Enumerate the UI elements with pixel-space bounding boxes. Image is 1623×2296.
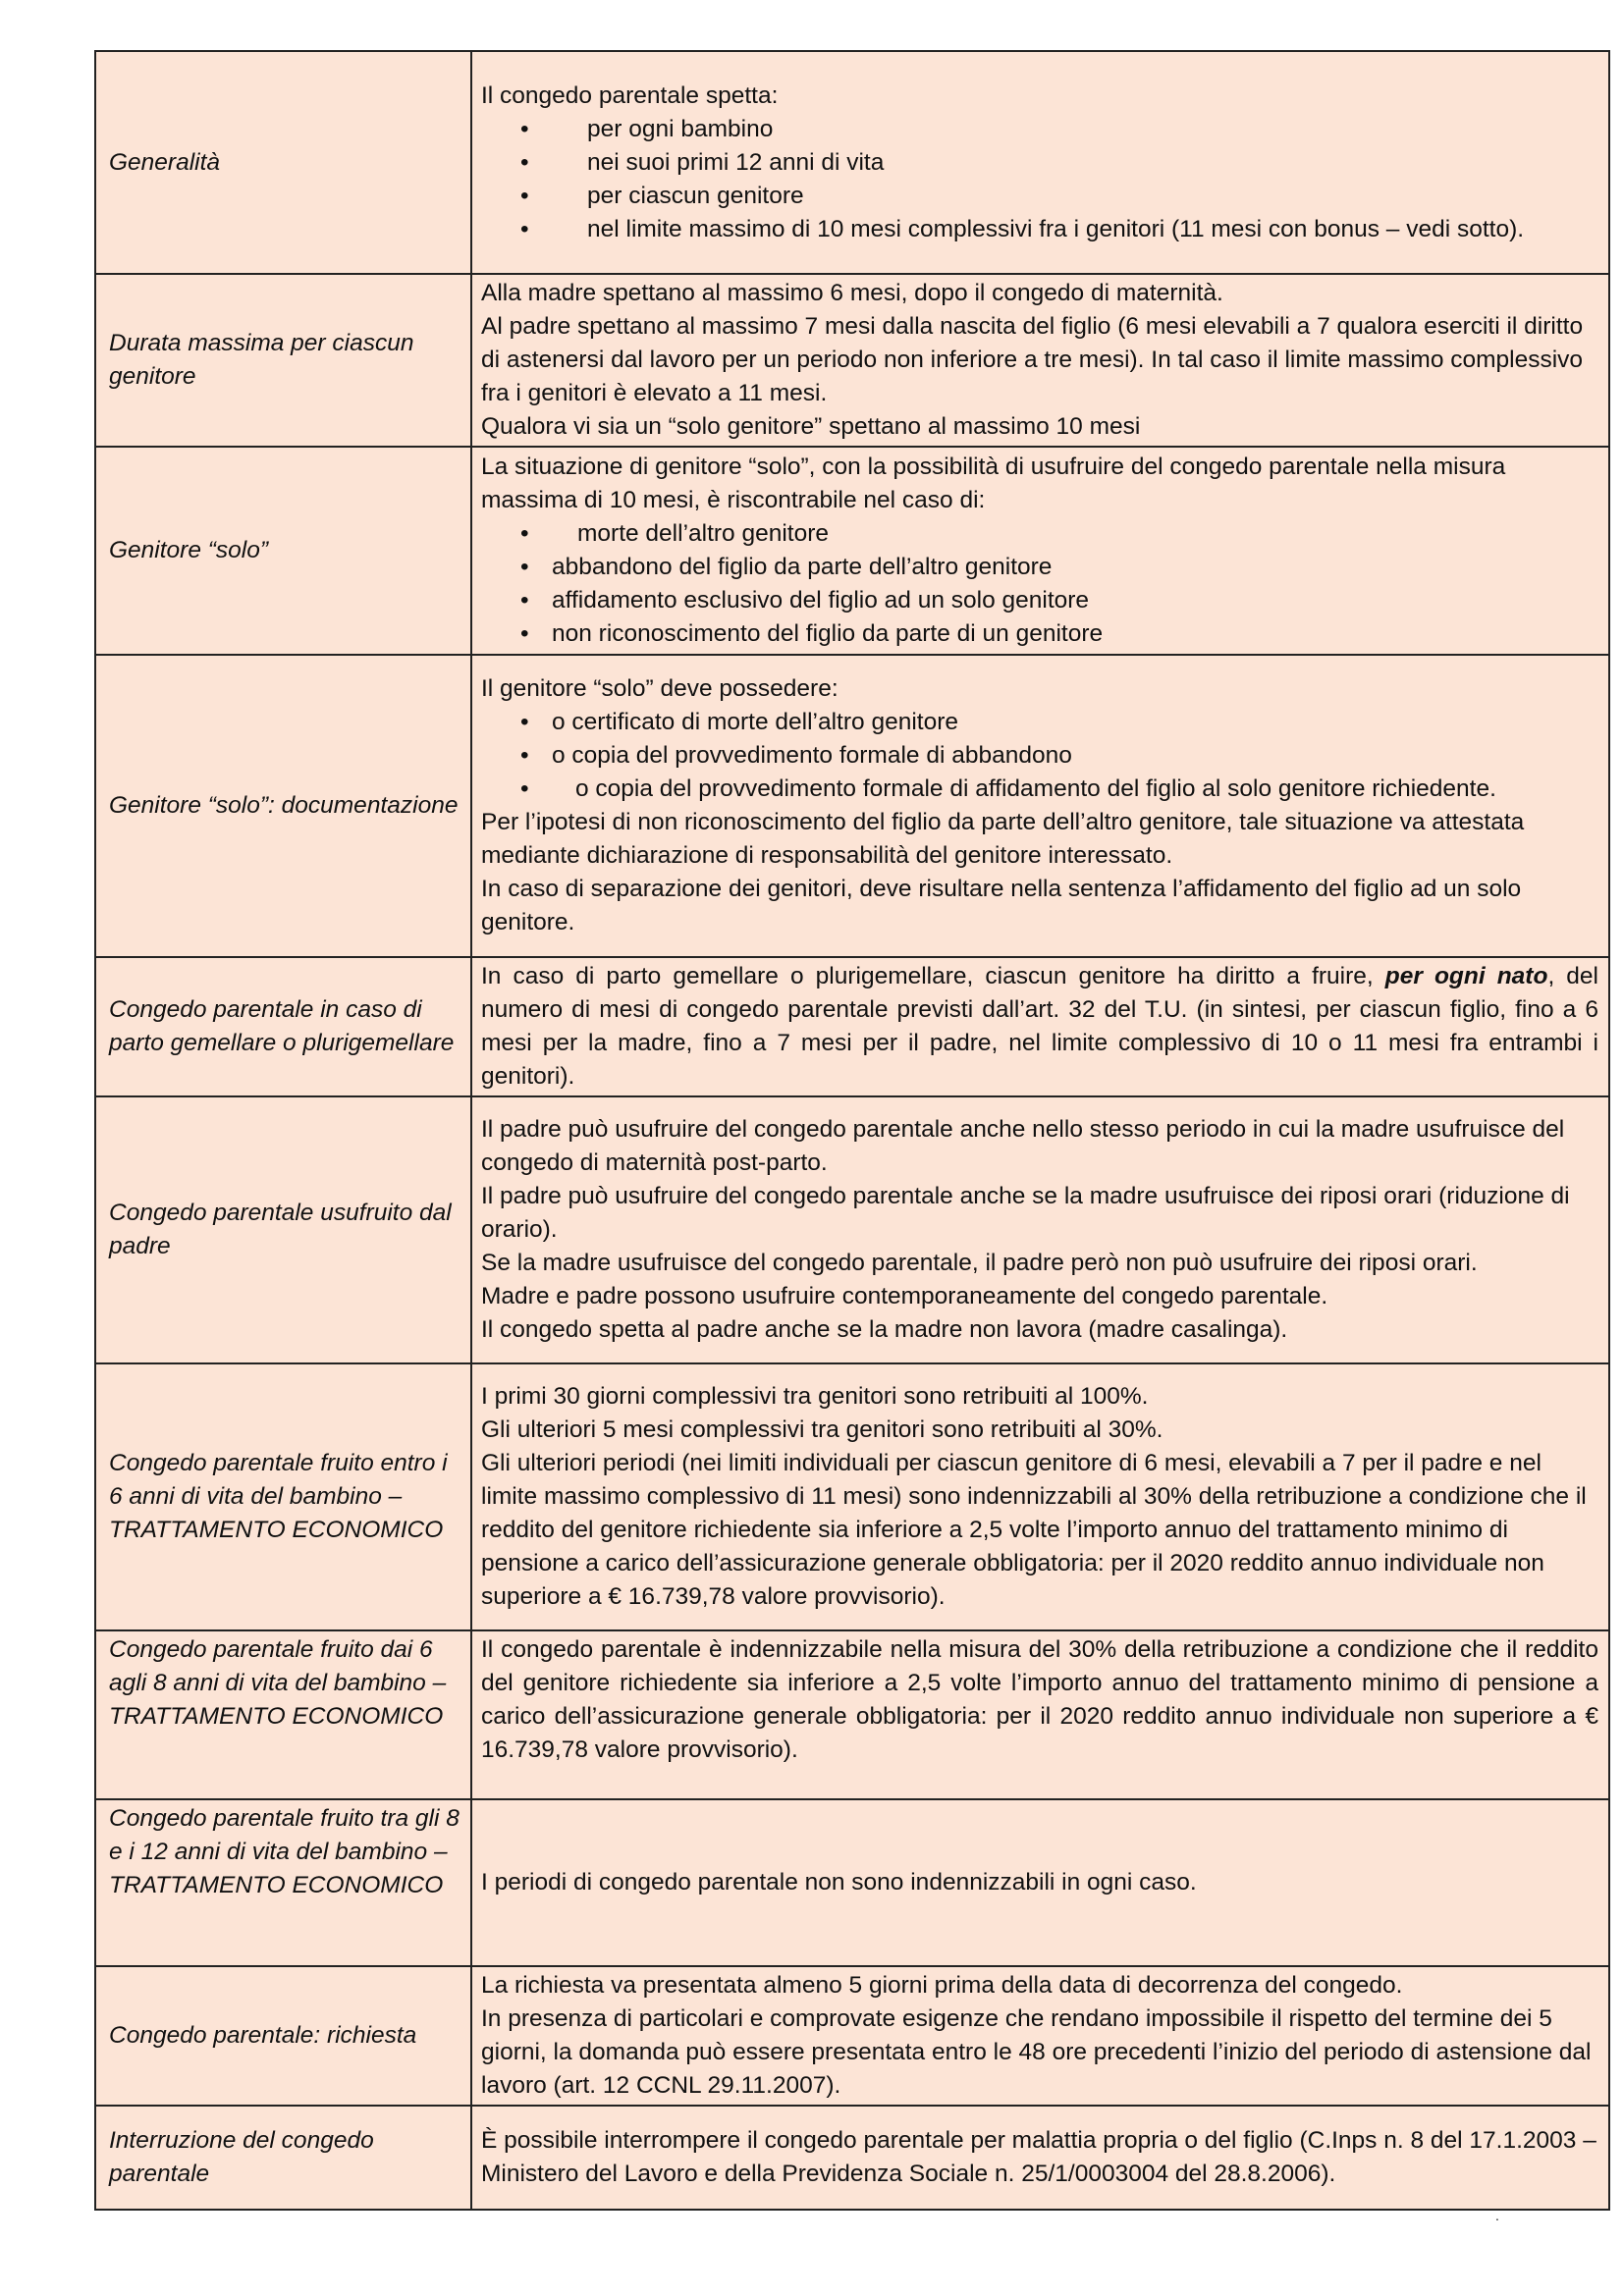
footer-mark: . [1495,2208,1499,2223]
paragraph: Il congedo parentale spetta: [481,81,779,109]
list-item-text: per ogni bambino [587,115,774,142]
paragraph: La situazione di genitore “solo”, con la possibilità di usufruire del congedo parentale nella misura massima di 10 mesi, è riscontrabile nel caso di: [481,454,1506,513]
row-label: Generalità [95,51,471,274]
row-label: Congedo parentale fruito tra gli 8 e i 12 anni di vita del bambino – TRATTAMENTO ECONOMICO [95,1799,471,1966]
list-item-text: nei suoi primi 12 anni di vita [587,148,885,176]
table-row [95,1630,1609,1799]
list-item [481,146,1598,180]
bullet-icon: • [520,775,529,802]
row-content [471,1966,1609,2106]
row-label: Congedo parentale in caso di parto gemellare o plurigemellare [95,957,471,1096]
paragraph: Il padre può usufruire del congedo parentale anche se la madre usufruisce dei riposi orari (riduzione di orario). [481,1183,1570,1243]
row-content [471,2106,1609,2210]
text-run: , del numero di mesi di congedo parentale previsti dall’art. 32 del T.U. (in sintesi, per ciascun figlio, fino a 6 mesi per la madre, fino a 7 mesi per il padre, nel limite complessivo di 10 o 11 mesi fra entrambi i genitori). [481,963,1598,1090]
list-item-text: nel limite massimo di 10 mesi complessivi fra i genitori (11 mesi con bonus – vedi sotto). [587,215,1525,242]
bullet-icon: • [520,148,529,176]
list-item [481,113,1598,146]
row-label: Genitore “solo” [95,447,471,655]
paragraph: Madre e padre possono usufruire contemporaneamente del congedo parentale. [481,1283,1328,1309]
row-label: Congedo parentale usufruito dal padre [95,1096,471,1363]
bullet-icon: • [520,709,529,735]
paragraph: Alla madre spettano al massimo 6 mesi, dopo il congedo di maternità. [481,280,1223,306]
paragraph: È possibile interrompere il congedo parentale per malattia propria o del figlio (C.Inps n. 8 del 17.1.2003 – Ministero del Lavoro e della Previdenza Sociale n. 25/1/0003004 del 28.8.2006). [481,2127,1596,2187]
row-content [471,1799,1609,1966]
row-content [471,655,1609,957]
row-label: Congedo parentale: richiesta [95,1966,471,2106]
table-row [95,447,1609,655]
row-label: Genitore “solo”: documentazione [95,655,471,957]
list-item-text: morte dell’altro genitore [577,520,830,547]
row-content [471,447,1609,655]
paragraph: Qualora vi sia un “solo genitore” spettano al massimo 10 mesi [481,413,1141,440]
list-item-text: o certificato di morte dell’altro genitore [552,709,958,735]
list-item-text: o copia del provvedimento formale di abbandono [552,742,1072,769]
paragraph: Il genitore “solo” deve possedere: [481,675,839,702]
bullet-icon: • [520,620,529,647]
paragraph: Il congedo spetta al padre anche se la madre non lavora (madre casalinga). [481,1316,1288,1343]
row-content [471,274,1609,447]
paragraph: Se la madre usufruisce del congedo parentale, il padre però non può usufruire dei riposi orari. [481,1250,1478,1276]
list-item-text: non riconoscimento del figlio da parte di un genitore [552,620,1104,647]
table-row [95,1363,1609,1630]
list-item-text: per ciascun genitore [587,182,804,209]
paragraph: I primi 30 giorni complessivi tra genitori sono retribuiti al 100%. [481,1383,1149,1410]
paragraph: La richiesta va presentata almeno 5 giorni prima della data di decorrenza del congedo. [481,1972,1403,1999]
list-item [481,551,1598,584]
row-content [471,957,1609,1096]
table-row [95,1799,1609,1966]
list-item [481,584,1598,617]
paragraph: Il padre può usufruire del congedo parentale anche nello stesso periodo in cui la madre usufruisce del congedo di maternità post-parto. [481,1116,1565,1176]
list-item [481,617,1598,651]
row-label: Congedo parentale fruito entro i 6 anni di vita del bambino – TRATTAMENTO ECONOMICO [95,1363,471,1630]
row-label: Congedo parentale fruito dai 6 agli 8 anni di vita del bambino – TRATTAMENTO ECONOMICO [95,1630,471,1799]
row-label: Interruzione del congedo parentale [95,2106,471,2210]
info-table [94,50,1610,2211]
bullet-icon: • [520,115,529,142]
list-item-text: abbandono del figlio da parte dell’altro genitore [552,554,1053,580]
table-row [95,274,1609,447]
paragraph: Gli ulteriori 5 mesi complessivi tra genitori sono retribuiti al 30%. [481,1416,1163,1443]
row-label: Durata massima per ciascun genitore [95,274,471,447]
list-item [481,706,1598,739]
table-row [95,51,1609,274]
bullet-icon: • [520,587,529,614]
paragraph: Al padre spettano al massimo 7 mesi dalla nascita del figlio (6 mesi elevabili a 7 qualora eserciti il diritto di astenersi dal lavoro per un periodo non inferiore a tre mesi). In tal caso il limite massimo complessivo fra i genitori è elevato a 11 mesi. [481,313,1584,406]
bullet-icon: • [520,182,529,209]
bullet-icon: • [520,520,529,547]
table-row [95,655,1609,957]
row-content [471,51,1609,274]
paragraph: In caso di separazione dei genitori, deve risultare nella sentenza l’affidamento del figlio ad un solo genitore. [481,876,1522,935]
list-item [481,773,1598,806]
paragraph: In presenza di particolari e comprovate esigenze che rendano impossibile il rispetto del termine dei 5 giorni, la domanda può essere presentata entro le 48 ore precedenti l’inizio del periodo di astensione dal lavoro (art. 12 CCNL 29.11.2007). [481,2005,1592,2099]
list-item [481,517,1598,551]
list-item [481,213,1598,246]
paragraph: Per l’ipotesi di non riconoscimento del figlio da parte dell’altro genitore, tale situazione va attestata mediante dichiarazione di responsabilità del genitore interessato. [481,809,1525,869]
row-content [471,1363,1609,1630]
list-item-text: o copia del provvedimento formale di affidamento del figlio al solo genitore richiedente. [575,775,1496,802]
paragraph: I periodi di congedo parentale non sono indennizzabili in ogni caso. [481,1869,1197,1896]
emphasis-text: per ogni nato [1384,963,1548,989]
bullet-icon: • [520,554,529,580]
table-row [95,1096,1609,1363]
list-item [481,180,1598,213]
text-run: In caso di parto gemellare o plurigemellare, ciascun genitore ha diritto a fruire, [481,963,1385,989]
bullet-icon: • [520,742,529,769]
paragraph: Gli ulteriori periodi (nei limiti individuali per ciascun genitore di 6 mesi, elevabili a 7 per il padre e nel limite massimo complessivo di 11 mesi) sono indennizzabili al 30% della retribuzione a condizione che il reddito del genitore richiedente sia inferiore a 2,5 volte l’importo annuo del trattamento minimo di pensione a carico dell’assicurazione generale obbligatoria: per il 2020 reddito annuo individuale non superiore a € 16.739,78 valore provvisorio). [481,1450,1587,1610]
table-row [95,2106,1609,2210]
paragraph: Il congedo parentale è indennizzabile nella misura del 30% della retribuzione a condizione che il reddito del genitore richiedente sia inferiore a 2,5 volte l’importo annuo del trattamento minimo di pensione a carico dell’assicurazione generale obbligatoria: per il 2020 reddito annuo individuale non superiore a € 16.739,78 valore provvisorio). [481,1636,1598,1763]
row-content [471,1096,1609,1363]
list-item [481,739,1598,773]
row-content [471,1630,1609,1799]
table-row [95,1966,1609,2106]
bullet-icon: • [520,215,529,242]
table-row [95,957,1609,1096]
list-item-text: affidamento esclusivo del figlio ad un solo genitore [552,587,1090,614]
